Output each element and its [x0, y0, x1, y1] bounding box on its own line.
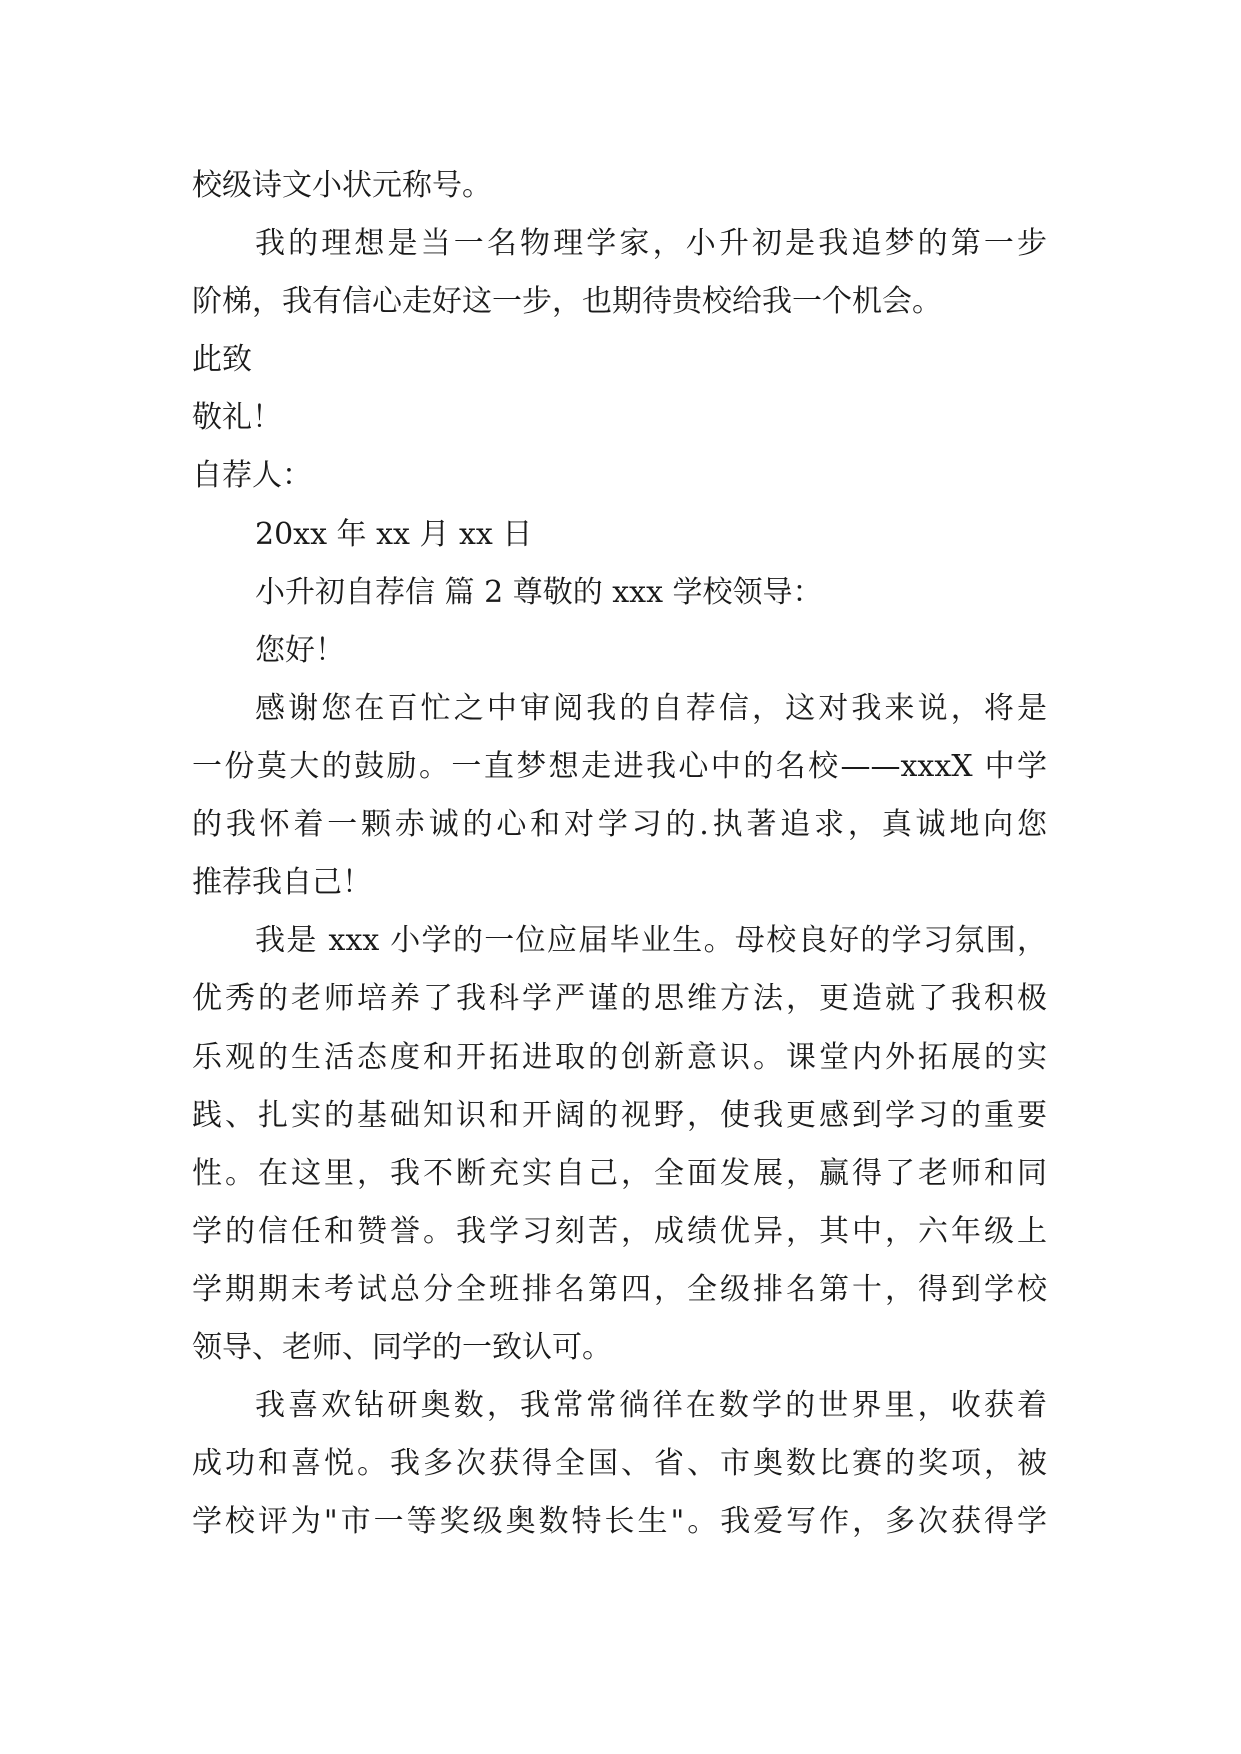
- text-line: 一份莫大的鼓励。一直梦想走进我心中的名校——xxxX 中学: [192, 749, 1047, 784]
- paragraph-first-line: 感谢您在百忙之中审阅我的自荐信，这对我来说，将是: [255, 691, 1047, 726]
- greeting: 您好！: [255, 633, 345, 668]
- paragraph-first-line: 我是 xxx 小学的一位应届毕业生。母校良好的学习氛围，: [255, 923, 1047, 958]
- text-line: 校级诗文小状元称号。: [192, 168, 492, 203]
- signature-label: 自荐人：: [192, 458, 312, 493]
- paragraph-first-line: 我的理想是当一名物理学家，小升初是我追梦的第一步: [255, 226, 1047, 261]
- text-line: 优秀的老师培养了我科学严谨的思维方法，更造就了我积极: [192, 981, 1047, 1016]
- text-line: 乐观的生活态度和开拓进取的创新意识。课堂内外拓展的实: [192, 1040, 1047, 1075]
- text-line: 践、扎实的基础知识和开阔的视野，使我更感到学习的重要: [192, 1098, 1047, 1133]
- closing-salutation: 此致: [192, 342, 252, 377]
- text-line: 成功和喜悦。我多次获得全国、省、市奥数比赛的奖项，被: [192, 1446, 1047, 1481]
- letter-date: 20xx 年 xx 月 xx 日: [255, 517, 533, 552]
- text-line: 推荐我自己！: [192, 865, 372, 900]
- text-line: 阶梯，我有信心走好这一步，也期待贵校给我一个机会。: [192, 284, 942, 319]
- text-line: 的我怀着一颗赤诚的心和对学习的.执著追求，真诚地向您: [192, 807, 1047, 842]
- closing-regards: 敬礼！: [192, 400, 282, 435]
- text-line: 领导、老师、同学的一致认可。: [192, 1330, 612, 1365]
- section-heading: 小升初自荐信 篇 2 尊敬的 xxx 学校领导：: [255, 575, 823, 610]
- text-line: 性。在这里，我不断充实自己，全面发展，赢得了老师和同: [192, 1156, 1047, 1191]
- text-line: 学的信任和赞誉。我学习刻苦，成绩优异，其中，六年级上: [192, 1214, 1047, 1249]
- text-line: 学校评为"市一等奖级奥数特长生"。我爱写作，多次获得学: [192, 1504, 1047, 1539]
- text-line: 学期期末考试总分全班排名第四，全级排名第十，得到学校: [192, 1272, 1047, 1307]
- paragraph-first-line: 我喜欢钻研奥数，我常常徜徉在数学的世界里，收获着: [255, 1388, 1047, 1423]
